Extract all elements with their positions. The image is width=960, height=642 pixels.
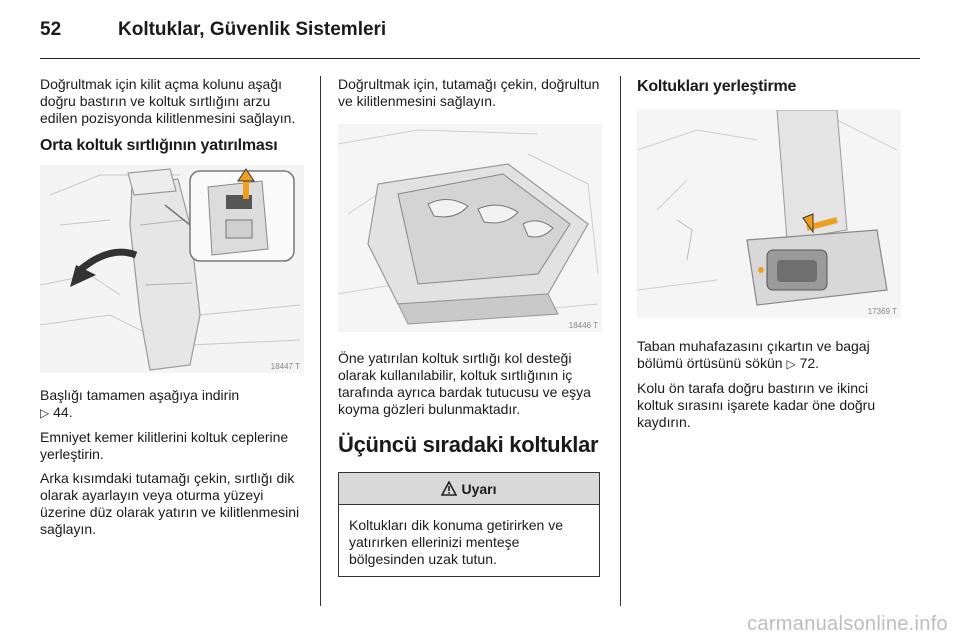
page-reference: 72.: [799, 355, 820, 371]
paragraph: Arka kısımdaki tutamağı çekin, sırtlığı dik olarak ayarlayın veya oturma yüzeyi üzerine düz olarak yatırın ve kilitlenmesini sağlayın.: [40, 470, 300, 537]
figure-armrest: [338, 124, 602, 332]
paragraph-text: Başlığı tamamen aşağıya indirin: [40, 387, 240, 403]
column-divider: [620, 76, 621, 606]
armrest-illustration: [338, 124, 602, 332]
header-rule: [40, 58, 920, 59]
warning-box: [338, 472, 600, 577]
column-3: [637, 76, 901, 438]
figure-seat-position: [637, 110, 901, 318]
page-reference: 44.: [53, 404, 73, 420]
intro-text: Doğrultmak için kilit açma kolunu aşağı doğru bastırın ve koltuk sırtlığını arzu edilen pozisyonda kilitlenmesini sağlayın.: [40, 76, 296, 126]
paragraph-text: Taban muhafazasını çıkartın ve bagaj bölümü örtüsünü sökün: [637, 338, 870, 371]
warning-header: [339, 473, 599, 505]
page-header: [40, 14, 386, 46]
figure-code: 17369 T: [867, 307, 897, 316]
seat-illustration: [40, 165, 304, 373]
seat-track-illustration: [637, 110, 901, 318]
figure-code: 18446 T: [568, 321, 598, 330]
intro-text: Doğrultmak için, tutamağı çekin, doğrultun ve kilitlenmesini sağlayın.: [338, 76, 600, 109]
figure-code: 18447 T: [270, 362, 300, 371]
section-heading: Üçüncü sıradaki koltuklar: [338, 432, 599, 457]
figure-center-backrest: [40, 165, 304, 373]
column-1: [40, 76, 304, 545]
paragraph: [637, 338, 901, 373]
paragraph: Öne yatırılan koltuk sırtlığı kol desteği olarak kullanılabilir, koltuk sırtlığının iç tarafında ayrıca bardak tutucusu ve eşya koyma gözleri bulunmaktadır.: [338, 350, 591, 417]
page-title: Koltuklar, Güvenlik Sistemleri: [118, 19, 387, 40]
column-divider: [320, 76, 321, 606]
page-number: 52: [40, 19, 62, 40]
warning-body: Koltukları dik konuma getirirken ve yatırırken ellerinizi menteşe bölgesinden uzak tutun.: [349, 517, 563, 567]
section-heading: Orta koltuk sırtlığının yatırılması: [40, 137, 278, 154]
paragraph: Kolu ön tarafa doğru bastırın ve ikinci koltuk sırasını işarete kadar öne doğru kaydırın.: [637, 380, 876, 430]
column-2: [338, 76, 602, 577]
section-heading: Koltukları yerleştirme: [637, 78, 797, 95]
paragraph: [40, 387, 304, 422]
reference-arrow-icon: ▷: [786, 357, 796, 371]
paragraph: Emniyet kemer kilitlerini koltuk ceplerine yerleştirin.: [40, 429, 289, 462]
warning-triangle-icon: [441, 481, 457, 496]
reference-arrow-icon: ▷: [40, 406, 50, 420]
watermark: carmanualsonline.info: [747, 613, 948, 635]
warning-title: Uyarı: [461, 480, 497, 497]
